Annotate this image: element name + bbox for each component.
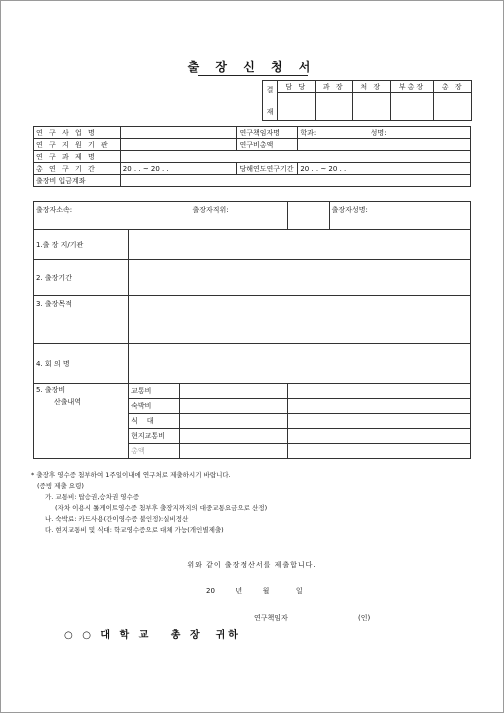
approval-col-manager: 과 장 [315, 81, 353, 93]
note-line: 가. 교통비: 탑승권,승차권 영수증 [45, 493, 140, 501]
support-org-field[interactable] [120, 139, 237, 151]
signer-label: 연구책임자 [254, 614, 288, 622]
expense-transport-field[interactable] [179, 384, 288, 399]
period-label: 2. 출장기간 [34, 260, 129, 296]
expense-local-transport-field[interactable] [179, 429, 288, 444]
expense-transport-note[interactable] [288, 384, 471, 399]
submission-statement: 위와 같이 출장정산서를 제출합니다. [187, 561, 317, 569]
total-period-label: 총 연 구 기 간 [34, 163, 121, 175]
affiliation-field[interactable] [34, 202, 288, 230]
topic-label: 연 구 과 제 명 [34, 151, 121, 163]
meeting-field[interactable] [129, 344, 471, 384]
expense-total-field[interactable] [179, 444, 288, 459]
expense-item-meals: 식 대 [129, 414, 180, 429]
expense-label-line1: 5. 출장비 [36, 386, 66, 394]
approval-label [263, 81, 278, 121]
expense-item-transport: 교통비 [129, 384, 180, 399]
note-line: (증빙 제출 요령) [37, 482, 84, 490]
period-field[interactable] [129, 260, 471, 296]
approval-sign-director[interactable] [353, 93, 391, 121]
project-name-label: 연 구 사 업 명 [34, 127, 121, 139]
date-year-prefix: 20 [206, 587, 215, 595]
approval-col-director: 처 장 [353, 81, 391, 93]
expense-item-local-transport: 현지교통비 [129, 429, 180, 444]
department-label: 학과: [300, 128, 317, 137]
expense-meals-note[interactable] [288, 414, 471, 429]
expense-item-lodging: 숙박비 [129, 399, 180, 414]
year-period-label: 당해연도연구기간 [237, 163, 298, 175]
destination-field[interactable] [129, 230, 471, 260]
total-period-field[interactable]: 20 . . ~ 20 . . [120, 163, 237, 175]
expense-item-total: 총액 [129, 444, 180, 459]
date-month-label: 월 [262, 587, 270, 595]
position-field[interactable] [192, 202, 329, 230]
addressee: ○ ○ 대 학 교 총 장 귀하 [64, 630, 241, 641]
expense-meals-field[interactable] [179, 414, 288, 429]
document-title: 출 장 신 청 서 [187, 60, 317, 74]
approval-sign-president[interactable] [434, 93, 472, 121]
note-line: (자차 이용시 톨게이트영수증 첨부후 출장지까지의 대중교통요금으로 산정) [55, 504, 268, 512]
seal-mark: (인) [358, 614, 371, 622]
expense-local-transport-note[interactable] [288, 429, 471, 444]
account-field[interactable] [120, 175, 470, 187]
position-label: 출장자직위: [192, 206, 229, 214]
account-label: 출장비 입금계좌 [34, 175, 121, 187]
research-info-table [33, 126, 471, 187]
destination-label: 1.출 장 지/기관 [34, 230, 129, 260]
expense-label [34, 384, 129, 459]
meeting-label: 4. 회 의 명 [34, 344, 129, 384]
researcher-label: 연구책임자명 [237, 127, 298, 139]
submission-notes [31, 470, 267, 536]
expense-lodging-field[interactable] [179, 399, 288, 414]
purpose-label: 3. 출장목적 [34, 296, 129, 344]
date-year-label: 년 [235, 587, 243, 595]
traveler-name-field[interactable] [329, 202, 470, 230]
title-underline [198, 75, 308, 76]
support-org-label: 연 구 지 원 기 관 [34, 139, 121, 151]
traveler-name-label: 출장자성명: [331, 206, 368, 214]
approval-col-president: 총 장 [434, 81, 472, 93]
expense-total-note[interactable] [288, 444, 471, 459]
affiliation-label: 출장자소속: [36, 206, 73, 214]
expense-label-line2: 산출내역 [54, 398, 82, 406]
trip-details-table [33, 201, 471, 459]
total-budget-label: 연구비총액 [237, 139, 298, 151]
date-day-label: 일 [295, 587, 303, 595]
approval-sign-staff[interactable] [278, 93, 316, 121]
note-line: 다. 현지교통비 및 식대: 학교영수증으로 대체 가능(개인별제출) [45, 526, 224, 534]
approval-label-bottom: 재 [266, 107, 274, 116]
approval-sign-manager[interactable] [315, 93, 353, 121]
note-line: * 출장후 영수증 첨부하여 1주일이내에 연구처로 제출하시기 바랍니다. [31, 471, 231, 479]
approval-col-staff: 담 당 [278, 81, 316, 93]
name-label: 성명: [370, 128, 387, 137]
approval-table [262, 80, 472, 121]
expense-lodging-note[interactable] [288, 399, 471, 414]
purpose-field[interactable] [129, 296, 471, 344]
project-name-field[interactable] [120, 127, 237, 139]
topic-field[interactable] [120, 151, 470, 163]
submission-date [206, 586, 303, 596]
approval-col-vice-president: 부총장 [390, 81, 434, 93]
total-budget-field[interactable] [298, 139, 471, 151]
approval-label-top: 결 [266, 85, 274, 94]
approval-sign-vice-president[interactable] [390, 93, 434, 121]
note-line: 나. 숙박료: 카드사용(간이영수증 불인정):실비정산 [45, 515, 189, 523]
year-period-field[interactable]: 20 . . ~ 20 . . [298, 163, 471, 175]
researcher-field[interactable] [298, 127, 471, 139]
